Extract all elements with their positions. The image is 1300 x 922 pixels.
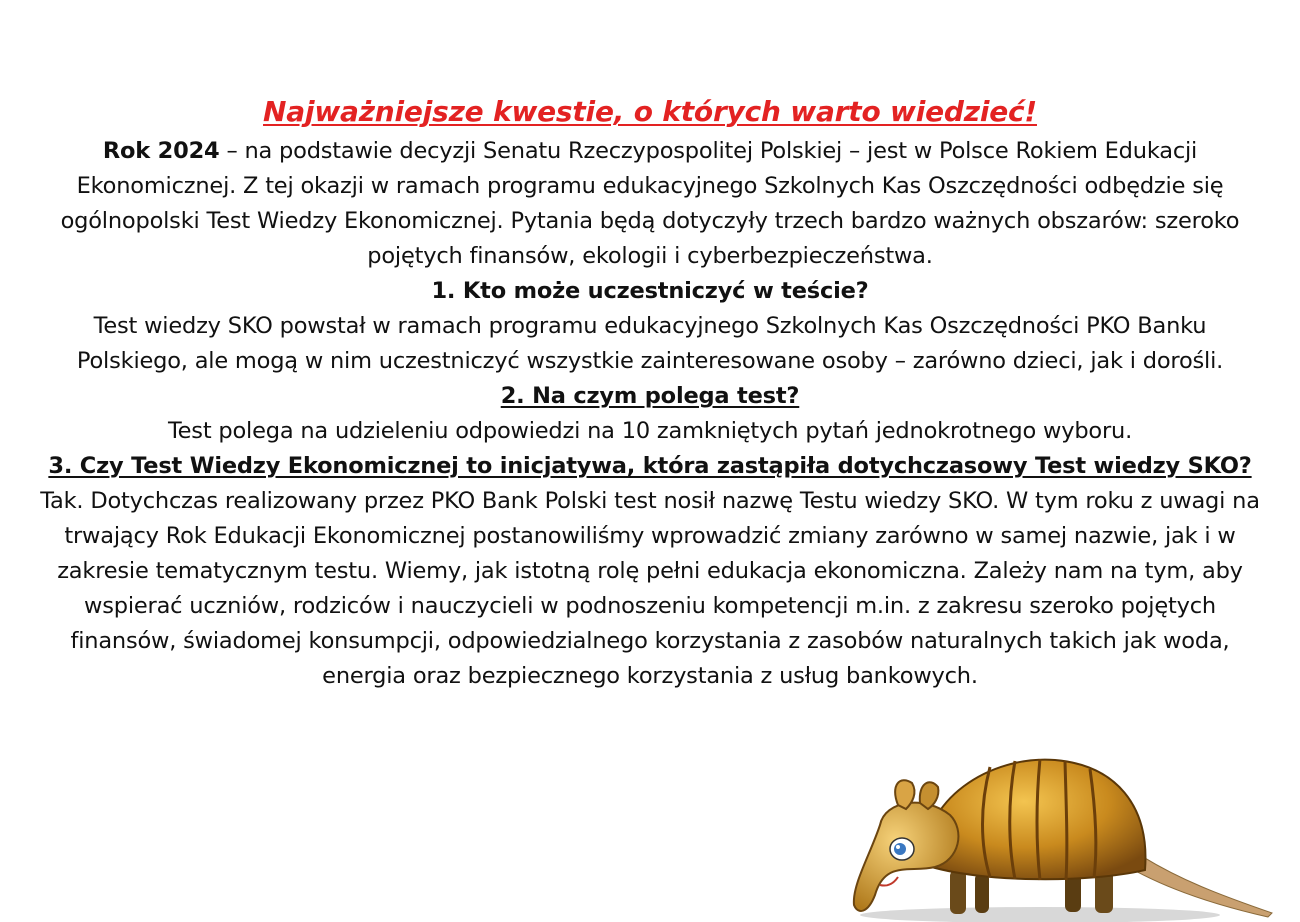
armadillo-tail: [1132, 855, 1272, 917]
intro-paragraph: [40, 134, 1260, 274]
document: [40, 90, 1260, 694]
ground-shadow: [860, 907, 1220, 922]
intro-lead: Rok 2024: [102, 138, 220, 164]
armadillo-leg: [950, 870, 966, 914]
section-2-heading: 2. Na czym polega test?: [500, 383, 800, 409]
armadillo-pupil: [894, 843, 906, 855]
section-3-heading: 3. Czy Test Wiedzy Ekonomicznej to inicjatywa, która zastąpiła dotychczasowy Test wiedzy SKO?: [48, 453, 1252, 479]
armadillo-ear: [920, 782, 939, 809]
shell-band: [1065, 761, 1067, 880]
armadillo-shell: [925, 760, 1146, 880]
section-3-body: Tak. Dotychczas realizowany przez PKO Bank Polski test nosił nazwę Testu wiedzy SKO. W tym roku z uwagi na trwający Rok Edukacji Ekonomicznej postanowiliśmy wprowadzić zmiany zarówno w samej nazwie, jak i w zakresie tematycznym testu. Wiemy, jak istotną rolę pełni edukacja ekonomiczna. Zależy nam na tym, aby wspierać uczniów, rodziców i nauczycieli w podnoszeniu kompetencji m.in. z zakresu szeroko pojętych finansów, świadomej konsumpcji, odpowiedzialnego korzystania z zasobów naturalnych takich jak woda, energia oraz bezpiecznego korzystania z usług bankowych.: [40, 488, 1260, 689]
armadillo-pupil-highlight: [896, 845, 900, 849]
intro-text: – na podstawie decyzji Senatu Rzeczypospolitej Polskiej – jest w Polsce Rokiem Edukacji Ekonomicznej. Z tej okazji w ramach programu edukacyjnego Szkolnych Kas Oszczędności odbędzie się ogólnopolski Test Wiedzy Ekonomicznej. Pytania będą dotyczyły trzech bardzo ważnych obszarów: szeroko pojętych finansów, ekologii i cyberbezpieczeństwa.: [60, 138, 1240, 269]
armadillo-leg: [975, 873, 989, 913]
section-1-heading: 1. Kto może uczestniczyć w teście?: [431, 278, 869, 304]
section-1-body: Test wiedzy SKO powstał w ramach programu edukacyjnego Szkolnych Kas Oszczędności PKO Banku Polskiego, ale mogą w nim uczestniczyć wszystkie zainteresowane osoby – zarówno dzieci, jak i dorośli.: [76, 313, 1224, 374]
section-2-body: Test polega na udzieleniu odpowiedzi na 10 zamkniętych pytań jednokrotnego wyboru.: [167, 418, 1133, 444]
armadillo-mascot-illustration: [840, 745, 1280, 922]
page-title: Najważniejsze kwestie, o których warto wiedzieć!: [263, 95, 1037, 128]
